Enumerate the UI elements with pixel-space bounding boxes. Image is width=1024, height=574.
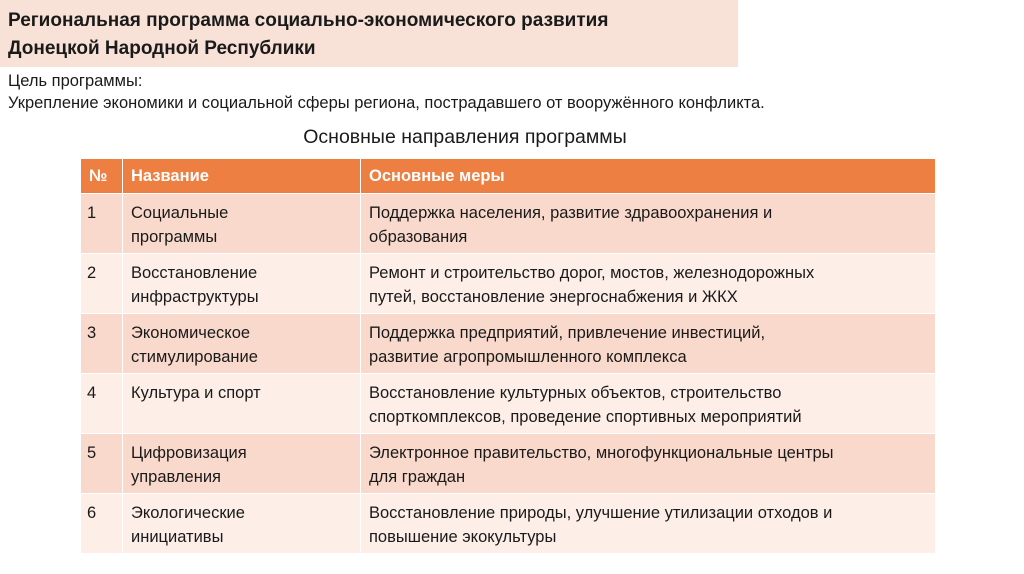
row-name <box>123 494 361 554</box>
row-measures-line: развитие агропромышленного комплекса <box>369 348 687 366</box>
table-row <box>81 434 936 494</box>
row-name <box>123 314 361 374</box>
row-name-line: инфраструктуры <box>131 288 259 306</box>
row-number: 5 <box>81 434 123 494</box>
row-name-line: Восстановление <box>131 264 258 282</box>
row-name-line: Экономическое <box>131 324 251 342</box>
row-measures-line: Поддержка населения, развитие здравоохранения и <box>369 204 773 222</box>
table-row <box>81 254 936 314</box>
page-title-line-2: Донецкой Народной Республики <box>8 38 316 59</box>
directions-table <box>80 158 936 554</box>
row-measures-line: спорткомплексов, проведение спортивных мероприятий <box>369 408 802 426</box>
row-measures <box>361 374 936 434</box>
row-measures-line: Ремонт и строительство дорог, мостов, железнодорожных <box>369 264 815 282</box>
row-name-line: Экологические <box>131 504 245 522</box>
row-number: 3 <box>81 314 123 374</box>
row-measures-line: Электронное правительство, многофункциональные центры <box>369 444 834 462</box>
row-name <box>123 434 361 494</box>
row-name-line: программы <box>131 228 218 246</box>
goal-text: Укрепление экономики и социальной сферы региона, пострадавшего от вооружённого конфликта. <box>8 94 765 112</box>
table-row <box>81 374 936 434</box>
header-number: № <box>81 159 123 194</box>
row-number: 4 <box>81 374 123 434</box>
row-name-line: управления <box>131 468 221 486</box>
table-row <box>81 314 936 374</box>
section-title: Основные направления программы <box>303 126 627 148</box>
row-measures-line: Поддержка предприятий, привлечение инвестиций, <box>369 324 766 342</box>
table-row <box>81 494 936 554</box>
row-measures-line: Восстановление культурных объектов, строительство <box>369 384 782 402</box>
row-number: 1 <box>81 194 123 254</box>
header-name: Название <box>123 159 361 194</box>
row-number: 2 <box>81 254 123 314</box>
header-measures: Основные меры <box>361 159 936 194</box>
row-measures-line: для граждан <box>369 468 466 486</box>
row-measures-line: Восстановление природы, улучшение утилизации отходов и <box>369 504 833 522</box>
row-name-line: стимулирование <box>131 348 258 366</box>
row-name-line: Культура и спорт <box>131 384 261 402</box>
page-title-line-1: Региональная программа социально-экономического развития <box>8 10 609 31</box>
row-measures-line: путей, восстановление энергоснабжения и ЖКХ <box>369 288 738 306</box>
row-measures <box>361 494 936 554</box>
table-header-row <box>81 159 936 194</box>
row-measures <box>361 254 936 314</box>
goal-label: Цель программы: <box>8 72 143 90</box>
row-name-line: Цифровизация <box>131 444 247 462</box>
row-name <box>123 374 361 434</box>
title-box <box>0 0 738 67</box>
row-name <box>123 194 361 254</box>
row-name-line: Социальные <box>131 204 229 222</box>
row-measures-line: повышение экокультуры <box>369 528 557 546</box>
row-measures <box>361 314 936 374</box>
row-measures <box>361 434 936 494</box>
row-measures <box>361 194 936 254</box>
table-row <box>81 194 936 254</box>
row-measures-line: образования <box>369 228 468 246</box>
row-number: 6 <box>81 494 123 554</box>
row-name-line: инициативы <box>131 528 224 546</box>
row-name <box>123 254 361 314</box>
